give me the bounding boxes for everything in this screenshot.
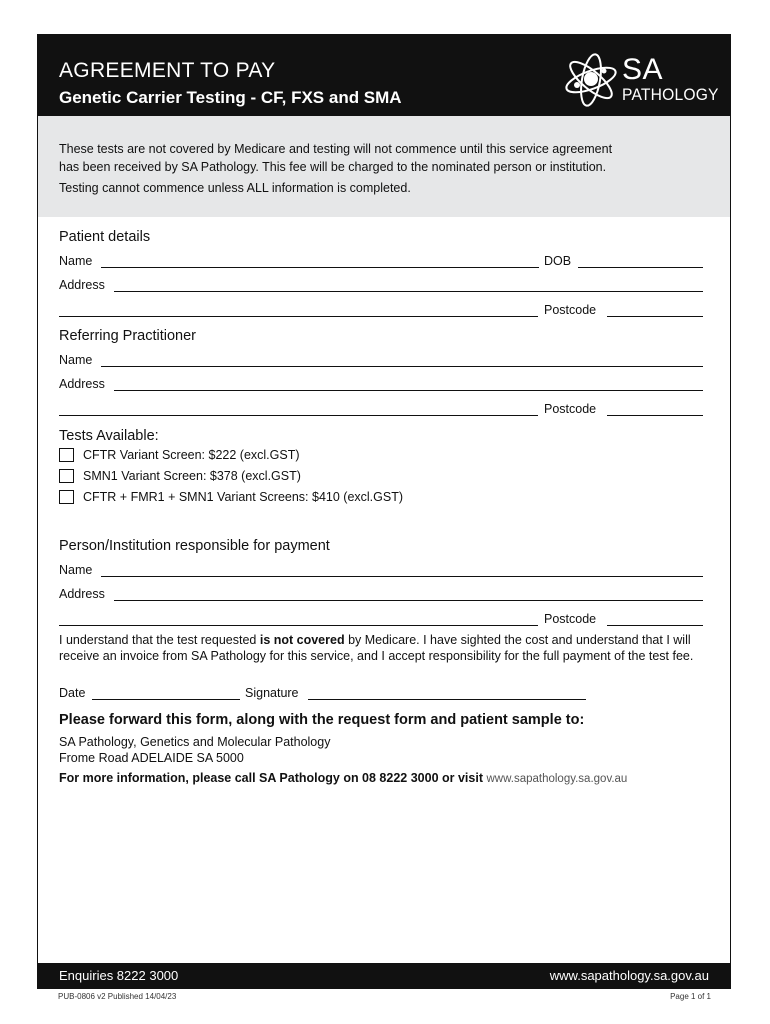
referrer-postcode-label: Postcode — [544, 402, 597, 416]
intro-box — [38, 116, 730, 217]
more-info-line — [59, 771, 627, 785]
test-option-checkbox[interactable] — [59, 490, 74, 504]
referrer-postcode-field[interactable] — [607, 415, 703, 416]
declaration-text-2: by Medicare. I have sighted the cost and understand that I will receive an invoice from SA Pathology for this service, and I accept responsibility for the full payment of the test fee. — [59, 633, 694, 663]
page-number: Page 1 of 1 — [670, 992, 711, 1001]
test-option-label: CFTR Variant Screen: $222 (excl.GST) — [83, 448, 300, 462]
form-page — [37, 34, 731, 989]
payer-address-field[interactable] — [114, 600, 703, 601]
intro-line-3: Testing cannot commence unless ALL information is completed. — [59, 181, 411, 195]
payer-postcode-field[interactable] — [607, 625, 703, 626]
patient-name-label: Name — [59, 254, 93, 268]
intro-line-2: has been received by SA Pathology. This fee will be charged to the nominated person or institution. — [59, 160, 607, 174]
forward-instructions-heading: Please forward this form, along with the request form and patient sample to: — [59, 712, 585, 728]
test-option-checkbox[interactable] — [59, 469, 74, 483]
patient-address-field[interactable] — [114, 291, 703, 292]
patient-name-row — [59, 254, 703, 272]
form-title: AGREEMENT TO PAY — [59, 59, 276, 82]
date-field[interactable] — [92, 699, 240, 700]
referrer-postcode-row — [59, 402, 703, 420]
referrer-address-label: Address — [59, 377, 105, 391]
forward-address-line-1: SA Pathology, Genetics and Molecular Pathology — [59, 735, 331, 749]
footer-enquiries: Enquiries 8222 3000 — [59, 968, 179, 983]
signature-field[interactable] — [308, 699, 586, 700]
patient-details-heading: Patient details — [59, 229, 151, 245]
patient-postcode-label: Postcode — [544, 303, 597, 317]
declaration-text-1: I understand that the test requested — [59, 633, 260, 647]
test-option-label: SMN1 Variant Screen: $378 (excl.GST) — [83, 469, 301, 483]
form-subtitle: Genetic Carrier Testing - CF, FXS and SMA — [59, 88, 402, 107]
patient-postcode-field[interactable] — [607, 316, 703, 317]
patient-name-field[interactable] — [101, 267, 539, 268]
tests-available-heading: Tests Available: — [59, 428, 159, 444]
logo-text-sa: SA — [622, 53, 664, 86]
payer-postcode-row — [59, 612, 703, 630]
referrer-name-row — [59, 353, 703, 371]
document-code: PUB-0806 v2 Published 14/04/23 — [58, 992, 177, 1001]
logo-text-pathology: PATHOLOGY — [622, 85, 719, 104]
referrer-name-label: Name — [59, 353, 93, 367]
patient-address-field-2[interactable] — [59, 316, 538, 317]
referrer-address-field[interactable] — [114, 390, 703, 391]
payer-name-row — [59, 563, 703, 581]
patient-dob-field[interactable] — [578, 267, 703, 268]
more-info-text: For more information, please call SA Pathology on 08 8222 3000 or visit — [59, 771, 487, 785]
more-info-url[interactable]: www.sapathology.sa.gov.au — [486, 773, 628, 785]
payer-address-field-2[interactable] — [59, 625, 538, 626]
declaration-emphasis: is not covered — [259, 633, 345, 647]
payer-name-field[interactable] — [101, 576, 703, 577]
payment-responsible-heading: Person/Institution responsible for payment — [59, 538, 330, 554]
signature-label: Signature — [245, 686, 299, 700]
referring-practitioner-heading: Referring Practitioner — [59, 328, 196, 344]
footer-website[interactable]: www.sapathology.sa.gov.au — [549, 968, 709, 983]
sa-pathology-logo — [560, 53, 730, 109]
forward-address — [59, 734, 330, 766]
patient-dob-label: DOB — [544, 254, 572, 268]
date-label: Date — [59, 686, 86, 700]
sa-pathology-atom-logo-icon — [562, 53, 620, 107]
payer-postcode-label: Postcode — [544, 612, 597, 626]
test-option-checkbox[interactable] — [59, 448, 74, 462]
payer-address-label: Address — [59, 587, 105, 601]
footer-bar — [38, 963, 730, 988]
referrer-address-field-2[interactable] — [59, 415, 538, 416]
form-header — [38, 35, 730, 116]
referrer-address-row — [59, 377, 703, 395]
date-signature-row — [59, 686, 703, 704]
patient-postcode-row — [59, 303, 703, 321]
payer-address-row — [59, 587, 703, 605]
patient-address-label: Address — [59, 278, 105, 292]
patient-address-row — [59, 278, 703, 296]
test-option-label: CFTR + FMR1 + SMN1 Variant Screens: $410 (excl.GST) — [83, 490, 404, 504]
forward-address-line-2: Frome Road ADELAIDE SA 5000 — [59, 751, 244, 765]
intro-line-1: These tests are not covered by Medicare and testing will not commence until this service agreement — [59, 142, 613, 156]
referrer-name-field[interactable] — [101, 366, 703, 367]
payer-name-label: Name — [59, 563, 93, 577]
payment-declaration — [59, 632, 709, 664]
